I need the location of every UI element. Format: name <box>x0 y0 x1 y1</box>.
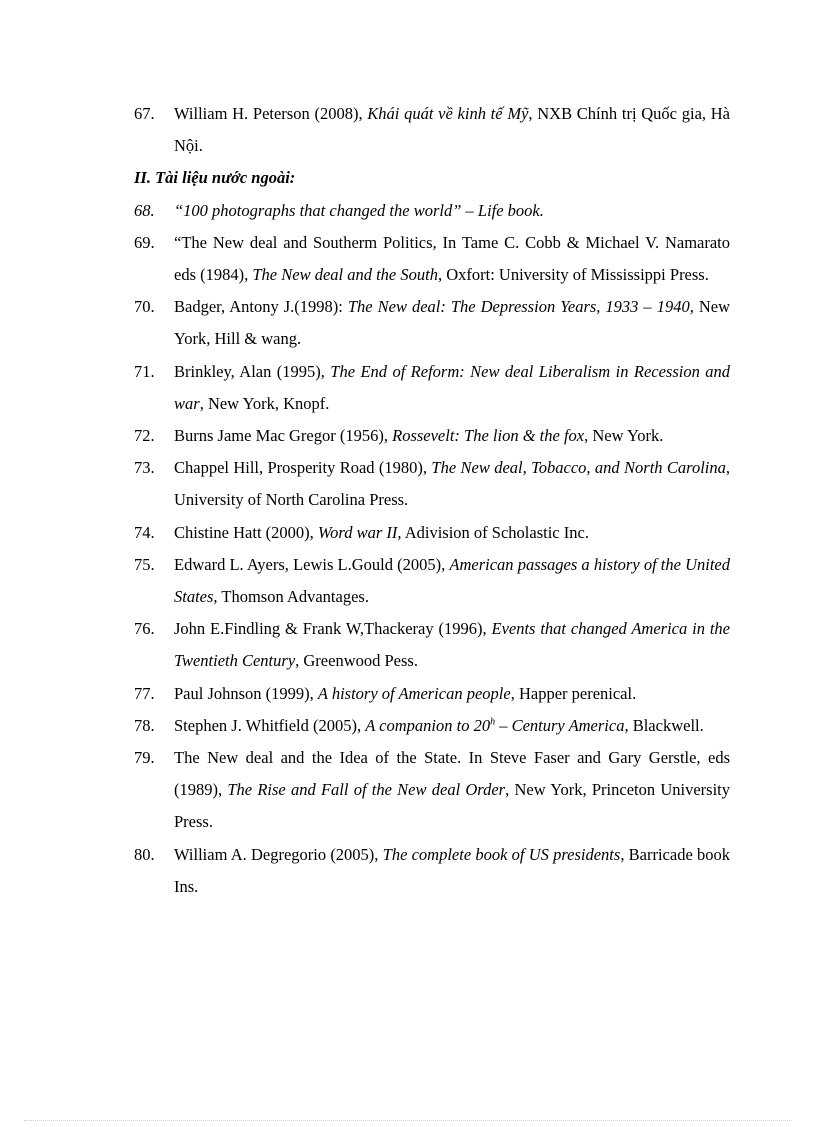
reference-number: 72. <box>134 426 155 446</box>
reference-segment: , Thomson Advantages. <box>213 587 369 607</box>
reference-text <box>174 678 730 710</box>
reference-entry <box>134 291 730 355</box>
reference-segment: Chappel Hill, Prosperity Road (1980), <box>174 458 432 478</box>
reference-entry <box>134 839 730 903</box>
reference-segment: , New York. <box>584 426 664 446</box>
reference-entry <box>134 517 730 549</box>
reference-text <box>174 613 730 677</box>
reference-text <box>174 195 730 227</box>
reference-title: Rossevelt: The lion & the fox <box>392 426 585 446</box>
reference-entry <box>134 227 730 291</box>
reference-segment: William A. Degregorio (2005), <box>174 844 383 864</box>
reference-title: Khái quát về kinh tế Mỹ <box>367 104 529 123</box>
reference-text <box>174 549 730 613</box>
reference-entry <box>134 420 730 452</box>
reference-title: The End of Reform: New deal Liberalism in Recession and war <box>174 361 730 413</box>
reference-entry <box>134 742 730 839</box>
reference-segment: Stephen J. Whitfield (2005), <box>174 715 366 735</box>
reference-text <box>174 710 730 742</box>
reference-segment: Edward L. Ayers, Lewis L.Gould (2005), <box>174 554 450 574</box>
reference-segment: , Happer perenical. <box>510 683 637 703</box>
reference-number: 77. <box>134 683 155 703</box>
reference-text <box>174 98 730 162</box>
reference-text <box>174 839 730 903</box>
reference-title: A history of American people <box>317 683 511 703</box>
reference-text <box>174 227 730 291</box>
reference-title: The Rise and Fall of the New deal Order <box>227 780 506 800</box>
reference-list <box>134 98 730 903</box>
section-heading: II. Tài liệu nước ngoài: <box>134 168 296 188</box>
reference-number: 67. <box>134 104 155 123</box>
reference-segment: , NXB Chính trị Quốc gia, Hà Nội. <box>174 104 730 156</box>
reference-number: 73. <box>134 458 155 478</box>
reference-text <box>174 452 730 516</box>
reference-number: 71. <box>134 361 155 381</box>
reference-text <box>174 742 730 839</box>
reference-segment: The New deal and the Idea of the State. In Steve Faser and Gary Gerstle, eds (1989), <box>174 748 730 800</box>
reference-segment: Paul Johnson (1999), <box>174 683 318 703</box>
reference-entry <box>134 452 730 516</box>
page-bottom-divider <box>24 1120 792 1121</box>
reference-title: The New deal and the South <box>252 265 438 285</box>
reference-entry <box>134 549 730 613</box>
reference-entry <box>134 195 730 227</box>
reference-segment: William H. Peterson (2008), <box>174 104 368 123</box>
reference-segment: , Greenwood Pess. <box>295 651 418 671</box>
reference-title: – Century America <box>495 715 625 735</box>
reference-number: 78. <box>134 715 155 735</box>
reference-title: The complete book of US presidents <box>382 844 621 864</box>
reference-entry <box>134 678 730 710</box>
reference-number: 76. <box>134 619 155 639</box>
reference-segment: Brinkley, Alan (1995), <box>174 361 331 381</box>
reference-entry <box>134 356 730 420</box>
reference-number: 80. <box>134 844 155 864</box>
reference-title: Events that changed America in the Twentieth Century <box>174 619 730 671</box>
reference-segment: , New York, Princeton University Press. <box>174 780 730 832</box>
reference-segment: “The New deal and Southerm Politics, In Tame C. Cobb & Michael V. Namarato eds (1984), <box>174 232 730 285</box>
reference-number: 68. <box>134 200 155 220</box>
reference-segment: “100 photographs that changed the world” – Life book. <box>174 200 544 220</box>
reference-segment: Burns Jame Mac Gregor (1956), <box>174 426 393 446</box>
reference-title: A companion to 20 <box>365 715 491 735</box>
reference-title: h <box>490 716 496 728</box>
reference-number: 74. <box>134 522 155 542</box>
reference-text <box>174 420 730 452</box>
reference-segment: Badger, Antony J.(1998): <box>174 297 348 317</box>
reference-number: 70. <box>134 297 155 317</box>
reference-segment: , University of North Carolina Press. <box>174 458 731 510</box>
reference-number: 69. <box>134 232 155 252</box>
reference-entry <box>134 710 730 742</box>
reference-segment: , New York, Knopf. <box>199 393 330 413</box>
reference-number: 79. <box>134 748 155 768</box>
reference-entry <box>134 98 730 162</box>
reference-title: The New deal: The Depression Years, 1933 – 1940 <box>347 297 690 317</box>
reference-text <box>174 356 730 420</box>
reference-segment: , Oxfort: University of Mississippi Press. <box>437 265 709 285</box>
reference-title: Word war II <box>317 522 398 542</box>
reference-title: American passages a history of the United States <box>174 554 731 607</box>
reference-title: The New deal, Tobacco, and North Carolina <box>431 458 726 478</box>
reference-segment: , Barricade book Ins. <box>174 844 730 896</box>
reference-text <box>174 291 730 355</box>
reference-segment: , Blackwell. <box>624 715 704 735</box>
reference-segment: John E.Findling & Frank W,Thackeray (1996), <box>174 619 492 639</box>
reference-entry <box>134 613 730 677</box>
reference-segment: Chistine Hatt (2000), <box>174 522 318 542</box>
reference-segment: , Adivision of Scholastic Inc. <box>397 522 589 542</box>
reference-number: 75. <box>134 554 155 574</box>
reference-text <box>174 517 730 549</box>
reference-segment: , New York, Hill & wang. <box>174 297 730 349</box>
